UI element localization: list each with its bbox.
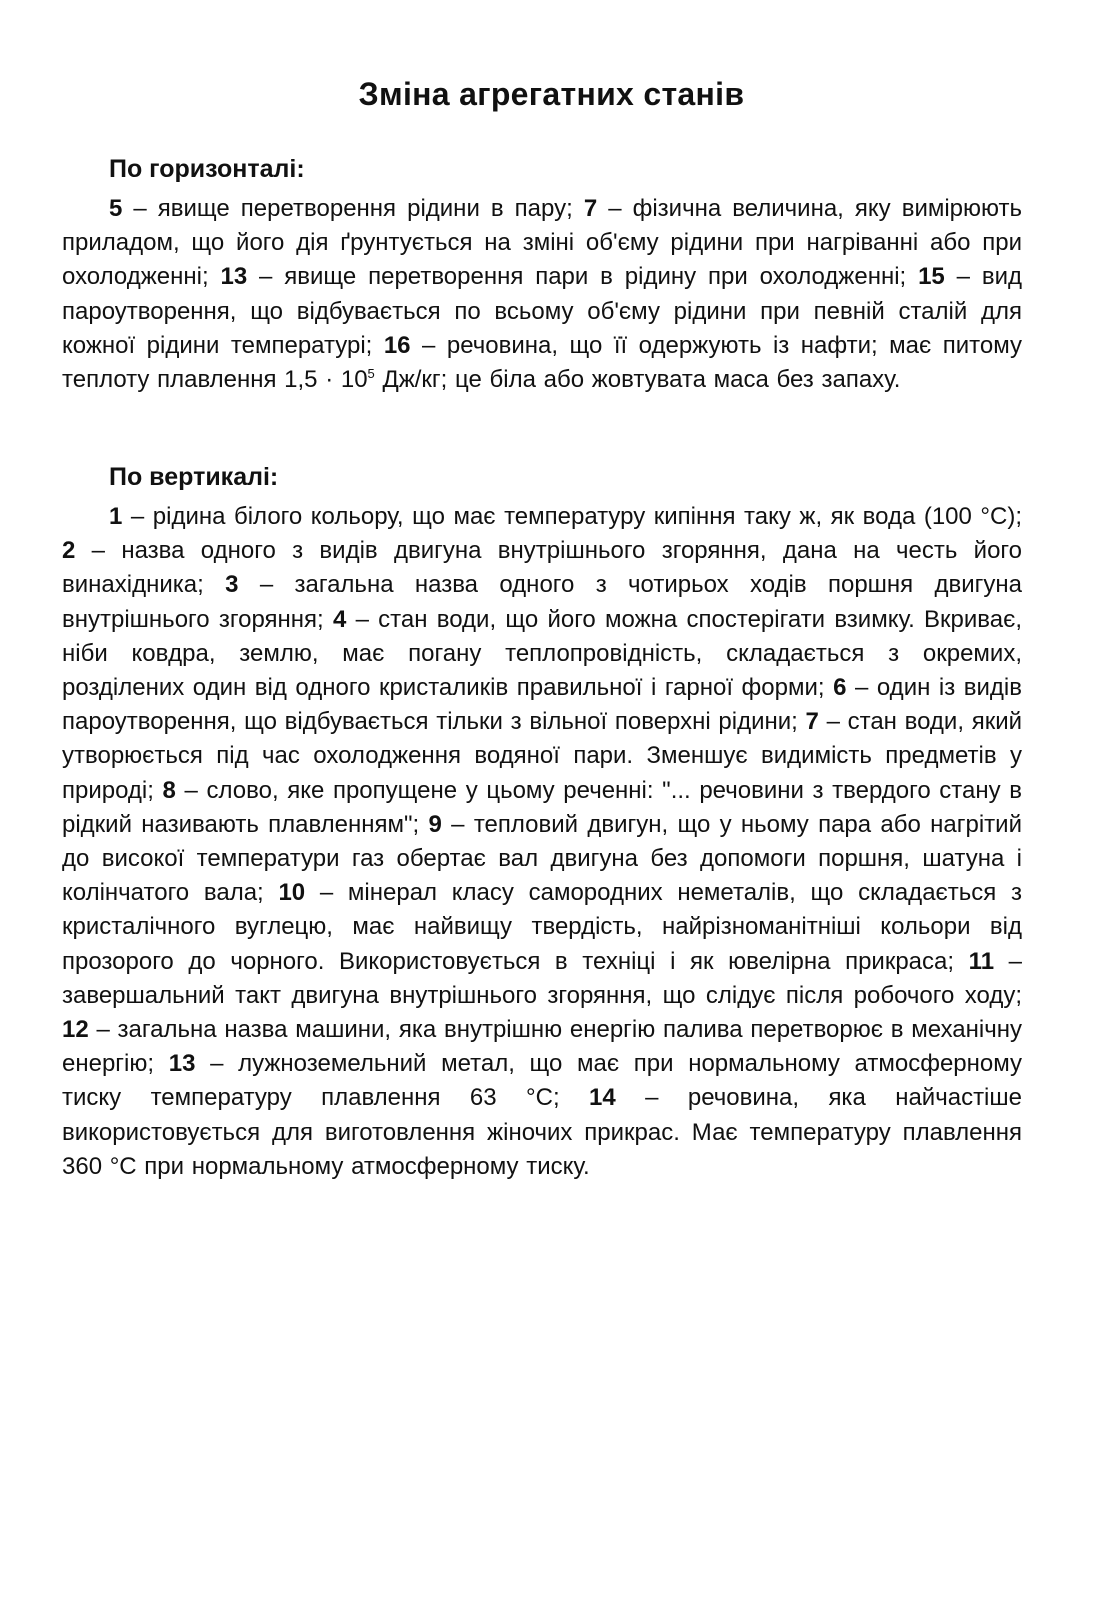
clue-text: – явище перетворення рідини в пару; bbox=[122, 195, 584, 222]
clue-text: – речовина, що її одержують із нафти; має питому теплоту плавлення 1,5 · 10 bbox=[62, 331, 1022, 394]
clue-text: – мінерал класу самородних неметалів, що складається з кристалічного вуглецю, має найвищу твердість, найрізноманітніші кольори від прозорого до чорного. Використовується в техніці і як ювелірна прикраса; bbox=[62, 879, 1022, 975]
clue-number: 13 bbox=[168, 1050, 196, 1078]
clue-number: 4 bbox=[332, 605, 347, 633]
clue-text: – тепловий двигун, що у ньому пара або нагрітий до високої температури газ обертає вал двигуна без допомоги поршня, шатуна і колінчатого вала; bbox=[62, 810, 1022, 907]
vertical-clues-section bbox=[62, 460, 1022, 1184]
clue-text: – назва одного з видів двигуна внутрішнього згоряння, дана на честь його винахідника; bbox=[62, 537, 1022, 599]
clue-text: – загальна назва одного з чотирьох ходів поршня двигуна внутрішнього згоряння; bbox=[62, 571, 1023, 633]
clue-number: 12 bbox=[62, 1016, 89, 1044]
vertical-heading: По вертикалі: bbox=[109, 463, 279, 491]
horizontal-heading: По горизонталі: bbox=[109, 155, 305, 183]
clue-text: – явище перетворення пари в рідину при охолодженні; bbox=[247, 263, 919, 291]
page-title: Зміна агрегатних станів bbox=[358, 76, 745, 112]
clue-text: – лужноземельний метал, що має при нормальному атмосферному тиску температуру плавлення 63 °С; bbox=[62, 1050, 1023, 1112]
exponent: 5 bbox=[367, 366, 375, 382]
clue-number: 15 bbox=[918, 263, 945, 291]
clue-text: – фізична величина, яку вимірюють приладом, що його дія ґрунтується на зміні об'єму рідини при нагріванні або при охолодженні; bbox=[62, 195, 1022, 291]
clue-number: 7 bbox=[583, 195, 598, 222]
clue-text: Дж/кг; це біла або жовтувата маса без запаху. bbox=[374, 366, 901, 394]
clue-number: 3 bbox=[225, 571, 239, 599]
clue-number: 14 bbox=[589, 1084, 616, 1112]
clue-number: 1 bbox=[109, 503, 123, 530]
clue-number: 11 bbox=[968, 947, 995, 975]
clue-number: 6 bbox=[833, 674, 847, 702]
clue-text: – вид пароутворення, що відбувається по всьому об'єму рідини при певній сталій для кожної рідини температурі; bbox=[62, 263, 1022, 359]
clue-text: – слово, яке пропущене у цьому реченні: "... речовини з твердого стану в рідкий називають плавленням"; bbox=[62, 776, 1022, 838]
clue-text: – стан води, що його можна спостерігати взимку. Вкриває, ніби ковдра, землю, має погану теплопровідність, складається з окремих, розділених один від одного кристаликів правильної і гарної форми; bbox=[62, 605, 1022, 702]
horizontal-clues-section bbox=[62, 152, 1022, 397]
clue-number: 13 bbox=[220, 263, 248, 291]
vertical-clues-text bbox=[62, 500, 1022, 1184]
clue-text: – стан води, який утворюється під час охолодження водяної пари. Зменшує видимість предметів у природі; bbox=[62, 708, 1023, 804]
clue-text: – завершальний такт двигуна внутрішнього згоряння, що слідує після робочого ходу; bbox=[62, 947, 1023, 1009]
horizontal-clues-text bbox=[62, 192, 1022, 397]
clue-number: 2 bbox=[62, 537, 76, 565]
clue-number: 9 bbox=[428, 810, 442, 838]
clue-text: – один із видів пароутворення, що відбувається тільки з вільної поверхні рідини; bbox=[62, 674, 1022, 736]
clue-number: 16 bbox=[383, 331, 411, 359]
clue-text: – загальна назва машини, яка внутрішню енергію палива перетворює в механічну енергію; bbox=[62, 1016, 1022, 1078]
clue-number: 8 bbox=[162, 776, 176, 804]
clue-number: 10 bbox=[278, 879, 306, 907]
clue-number: 7 bbox=[805, 708, 819, 736]
clue-text: – речовина, яка найчастіше використовується для виготовлення жіночих прикрас. Має температуру плавлення 360 °С при нормальному атмосферному тиску. bbox=[62, 1084, 1022, 1180]
clue-text: – рідина білого кольору, що має температуру кипіння таку ж, як вода (100 °С); bbox=[122, 503, 1022, 530]
clue-number: 5 bbox=[109, 195, 123, 222]
